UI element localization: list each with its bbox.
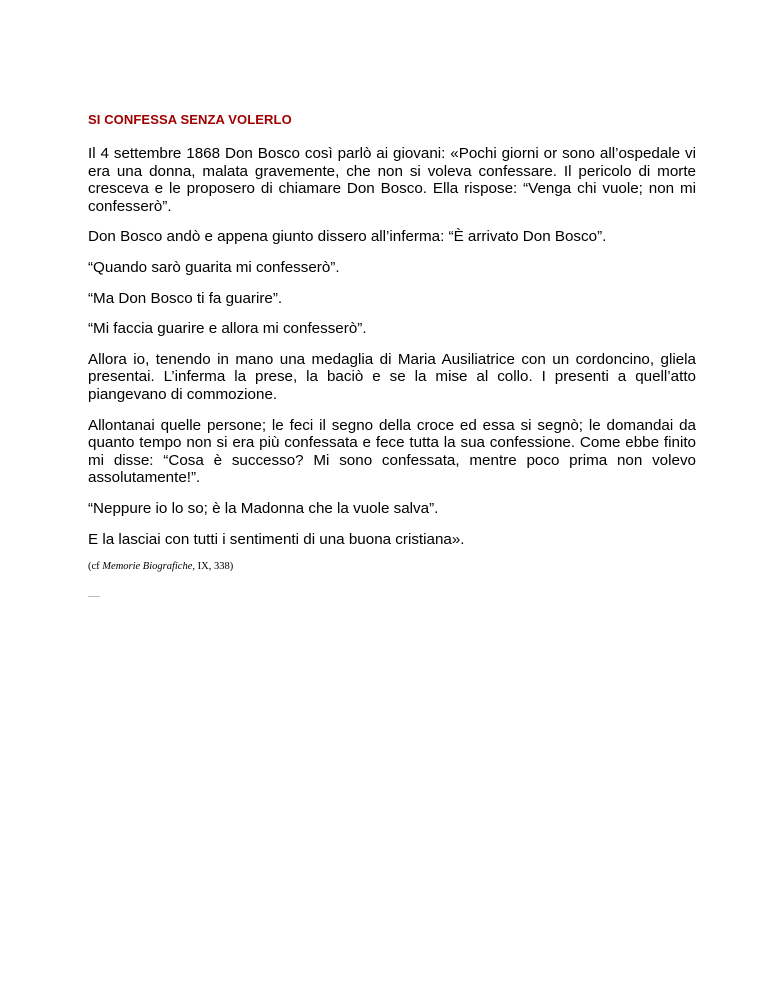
paragraph-medal: Allora io, tenendo in mano una medaglia di Maria Ausiliatrice con un cordoncino, gliela presentai. L’inferma la prese, la baciò e se la mise al collo. I presenti a quell’atto piangevano di commozione. bbox=[88, 350, 696, 403]
paragraph-dialogue-2: “Ma Don Bosco ti fa guarire”. bbox=[88, 289, 283, 307]
paragraph-dialogue-1: “Quando sarò guarita mi confesserò”. bbox=[88, 258, 340, 276]
paragraph-dialogue-3: “Mi faccia guarire e allora mi confesserò”. bbox=[88, 320, 367, 338]
paragraph-closing: E la lasciai con tutti i sentimenti di una buona cristiana». bbox=[88, 530, 465, 548]
footnote-separator bbox=[88, 596, 100, 597]
paragraph-arrival: Don Bosco andò e appena giunto dissero all’inferma: “È arrivato Don Bosco”. bbox=[88, 228, 607, 246]
document-page bbox=[88, 112, 696, 597]
paragraph-intro: Il 4 settembre 1868 Don Bosco così parlò ai giovani: «Pochi giorni or sono all’ospedale vi era una donna, malata gravemente, che non si voleva confessare. Il pericolo di morte cresceva e le proposero di chiamare Don Bosco. Ella rispose: “Venga chi vuole; non mi confesserò”. bbox=[88, 145, 696, 215]
citation-suffix: , IX, 338) bbox=[192, 561, 234, 573]
paragraph-madonna: “Neppure io lo so; è la Madonna che la vuole salva”. bbox=[88, 499, 439, 517]
document-heading: SI CONFESSA SENZA VOLERLO bbox=[88, 112, 292, 127]
citation bbox=[88, 561, 696, 572]
citation-prefix: (cf bbox=[88, 561, 103, 573]
paragraph-confession: Allontanai quelle persone; le feci il segno della croce ed essa si segnò; le domandai da quanto tempo non si era più confessata e fece tutta la sua confessione. Come ebbe finito mi disse: “Cosa è successo? Mi sono confessata, mentre poco prima non volevo assolutamente!”. bbox=[88, 416, 696, 487]
citation-title: Memorie Biografiche bbox=[102, 561, 193, 573]
